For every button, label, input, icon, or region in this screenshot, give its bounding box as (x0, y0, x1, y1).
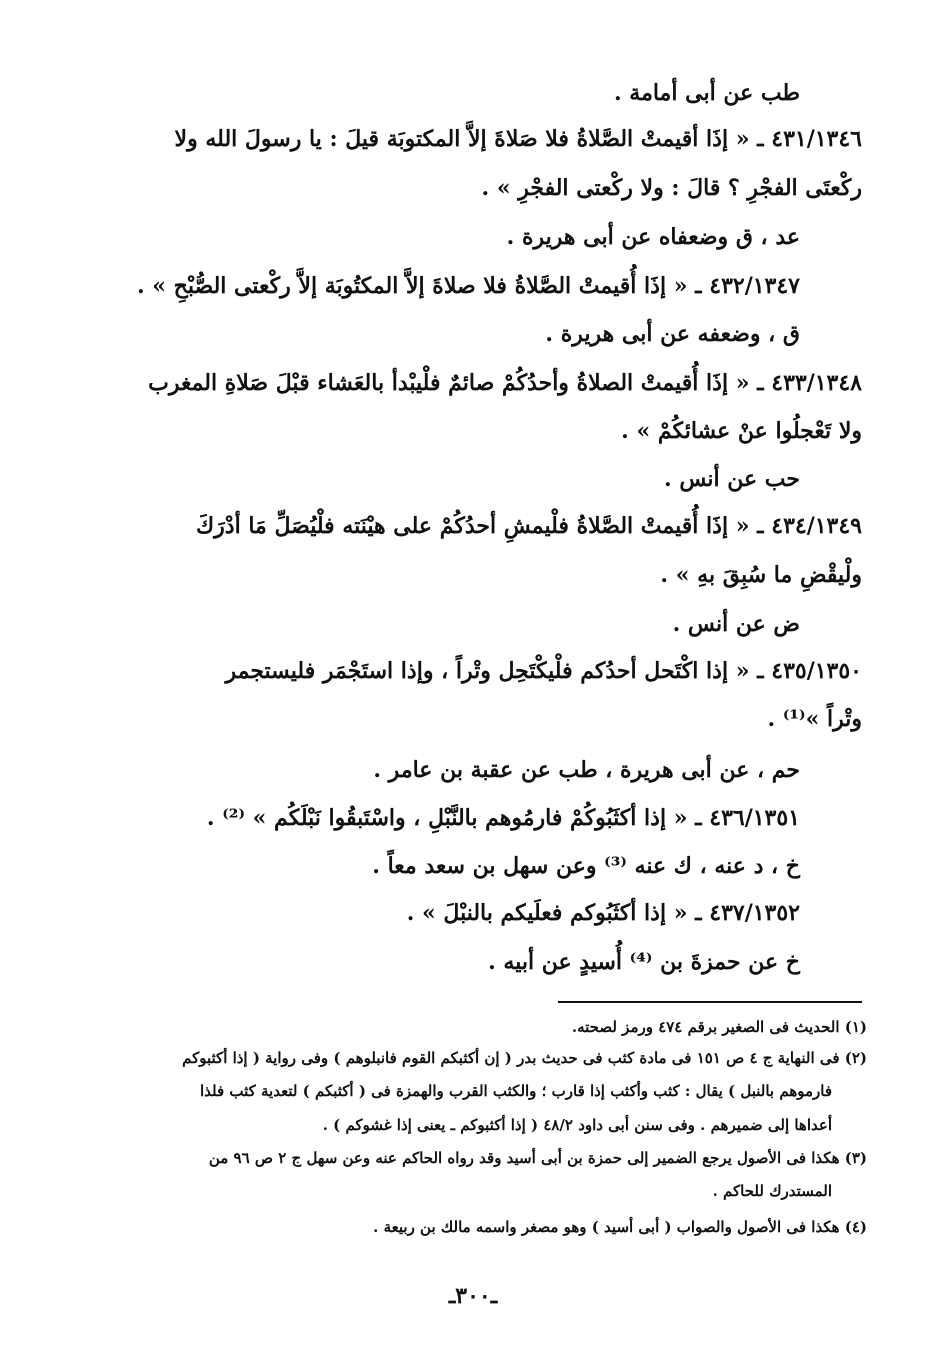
footnote-3-cont: المستدرك للحاكم . (712, 1182, 832, 1200)
source-line: عد ، ق وضعفاه عن أبى هريرة . (506, 224, 800, 250)
footnote-3: (٣) هكذا فى الأصول يرجع الضمير إلى حمزة بن أبى أسيد وقد رواه الحاكم عنه وعن سهل ج ٢ ص ٩٦ من (208, 1149, 867, 1167)
hadith-435: ٤٣٥/١٣٥٠ ـ « إذا اكْتَحل أحدُكم فلْيكْتَحِل وتْراً ، وإذا استَجْمَر فليستجمر (225, 658, 862, 684)
footnote-separator (558, 1001, 862, 1003)
hadith-435-cont: وتْراً »⁽¹⁾ . (767, 706, 862, 732)
source-line: حب عن أنس . (664, 466, 800, 492)
source-line: خ ، د عنه ، ك عنه ⁽³⁾ وعن سهل بن سعد معاً . (372, 853, 800, 879)
hadith-433-cont: ولا تَعْجلُوا عنْ عشائكُمْ » . (621, 418, 862, 444)
hadith-434: ٤٣٤/١٣٤٩ ـ « إذَا أُقيمتْ الصَّلاةُ فلْيمشِ أحدُكُمْ على هيْنَته فلْيُصَلِّ مَا أدْرَكَ (196, 513, 862, 539)
page-number: ـ٣٠٠ـ (448, 1283, 498, 1309)
source-line: طب عن أبى أمامة . (613, 80, 800, 106)
hadith-436: ٤٣٦/١٣٥١ ـ « إذا أكثَبُوكُمْ فارمُوهم بالنَّبْلِ ، واسْتَبقُوا نَبْلَكُم » ⁽²⁾ . (206, 805, 800, 831)
hadith-433: ٤٣٣/١٣٤٨ ـ « إذَا أُقيمتْ الصلاةُ وأحدُكُمْ صائمٌ فلْيبْدأ بالعَشاء قبْلَ صَلاةِ المغرب (148, 370, 862, 396)
source-line: حم ، عن أبى هريرة ، طب عن عقبة بن عامر . (373, 757, 800, 783)
hadith-434-cont: ولْيقْضِ ما سُبِقَ بهِ » . (660, 562, 862, 588)
footnote-2: (٢) فى النهاية ج ٤ ص ١٥١ فى مادة كثب فى حديث بدر ( إن أكثبكم القوم فانبلوهم ) وفى رواية ( إذا أكثبوكم (182, 1049, 867, 1067)
source-line: خ عن حمزةَ بن ⁽⁴⁾ أُسيدٍ عن أبيه . (488, 949, 800, 975)
footnote-2-cont: أعداها إلى ضميرهم . وفى سنن أبى داود ٤٨/٢ ( إذا أكثبوكم ـ يعنى إذا غشوكم ) . (322, 1116, 832, 1134)
footnote-4: (٤) هكذا فى الأصول والصواب ( أبى أسيد ) وهو مصغر واسمه مالك بن ربيعة . (373, 1218, 867, 1236)
footnote-1: (١) الحديث فى الصغير برقم ٤٧٤ ورمز لصحته. (571, 1018, 867, 1036)
source-line: ق ، وضعفه عن أبى هريرة . (545, 321, 800, 347)
hadith-432: ٤٣٢/١٣٤٧ ـ « إذَا أُقيمتْ الصَّلاةُ فلا صلاةَ إلاَّ المكتُوبَة إلاَّ ركْعتى الصُّبْحِ » . (136, 273, 800, 299)
source-line: ض عن أنس . (672, 611, 800, 637)
hadith-431: ٤٣١/١٣٤٦ ـ « إذَا أقيمتْ الصَّلاةُ فلا صَلاةَ إلاَّ المكتوبَة قيلَ : يا رسولَ الله ولا (174, 126, 862, 152)
hadith-437: ٤٣٧/١٣٥٢ ـ « إذا أكثَبُوكم فعلَيكم بالنبْلَ » . (406, 900, 800, 926)
hadith-431-cont: ركْعتَى الفجْرِ ؟ قالَ : ولا ركْعتى الفجْرِ » . (481, 175, 862, 201)
footnote-2-cont: فارموهم بالنبل ) يقال : كثب وأكثب إذا قارب ؛ والكثب القرب والهمزة فى ( أكثبكم ) لتعدية كثب فلذا (199, 1082, 832, 1100)
